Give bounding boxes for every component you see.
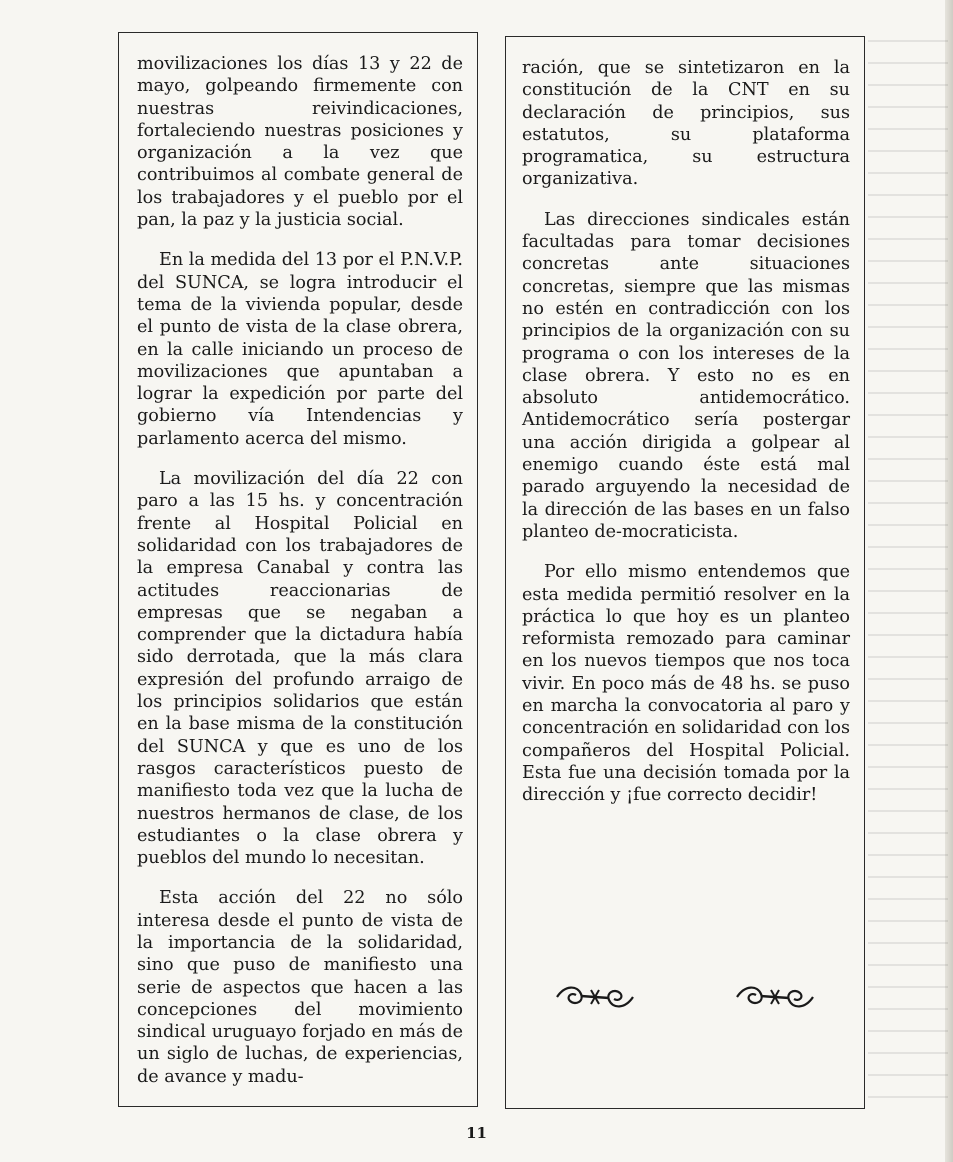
text-column-right [505,36,865,1109]
paragraph: Las direcciones sindicales están facultadas para tomar decisiones concretas ante situaciones concretas, siempre que las mismas no estén en contradicción con los principios de la organización con su programa o con los intereses de la clase obrera. Y esto no es en absoluto antidemocrático. Antidemocrático sería postergar una acción dirigida a golpear al enemigo cuando éste está mal parado arguyendo la necesidad de la dirección de las bases en un falso planteo de-mocraticista. [522,209,850,542]
paragraph: En la medida del 13 por el P.N.V.P. del SUNCA, se logra introducir el tema de la vivienda popular, desde el punto de vista de la clase obrera, en la calle iniciando un proceso de movilizaciones que apuntaban a lograr la expedición por parte del gobierno vía Intendencias y parlamento acerca del mismo. [137,250,463,449]
page-number: 11 [466,1124,487,1142]
paragraph: La movilización del día 22 con paro a las 15 hs. y concentración frente al Hospital Policial en solidaridad con los trabajadores de la empresa Canabal y contra las actitudes reaccionarias de empresas que se negaban a comprender que la dictadura había sido derrotada, que la más clara expresión del profundo arraigo de los principios solidarios que están en la base misma de la constitución del SUNCA y que es uno de los rasgos característicos puesto de manifiesto toda vez que la lucha de nuestros hermanos de clase, de los estudiantes o la clase obrera y pueblos del mundo lo necesitan. [137,469,463,869]
paragraph: ración, que se sintetizaron en la constitución de la CNT en su declaración de principios, sus estatutos, su plataforma programatica, su estructura organizativa. [522,58,850,190]
flourish-ornament-icon [731,982,819,1012]
paragraph: Esta acción del 22 no sólo interesa desde el punto de vista de la importancia de la solidaridad, sino que puso de manifiesto una serie de aspectos que hacen a las concepciones del movimiento sindical uruguayo forjado en más de un siglo de luchas, de experiencias, de avance y madu- [137,888,463,1087]
text-column-left [118,32,478,1107]
flourish-ornament-icon [551,982,639,1012]
ornament-row [505,982,865,1012]
paragraph: Por ello mismo entendemos que esta medida permitió resolver en la práctica lo que hoy es un planteo reformista remozado para caminar en los nuevos tiempos que nos toca vivir. En poco más de 48 hs. se puso en marcha la convocatoria al paro y concentración en solidaridad con los compañeros del Hospital Policial. Esta fue una decisión tomada por la dirección y ¡fue correcto decidir! [522,562,850,806]
paragraph: movilizaciones los días 13 y 22 de mayo, golpeando firmemente con nuestras reivindicaciones, fortaleciendo nuestras posiciones y organización a la vez que contribuimos al combate general de los trabajadores y el pueblo por el pan, la paz y la justicia social. [137,54,463,231]
reverse-page-bleed [868,40,948,1100]
